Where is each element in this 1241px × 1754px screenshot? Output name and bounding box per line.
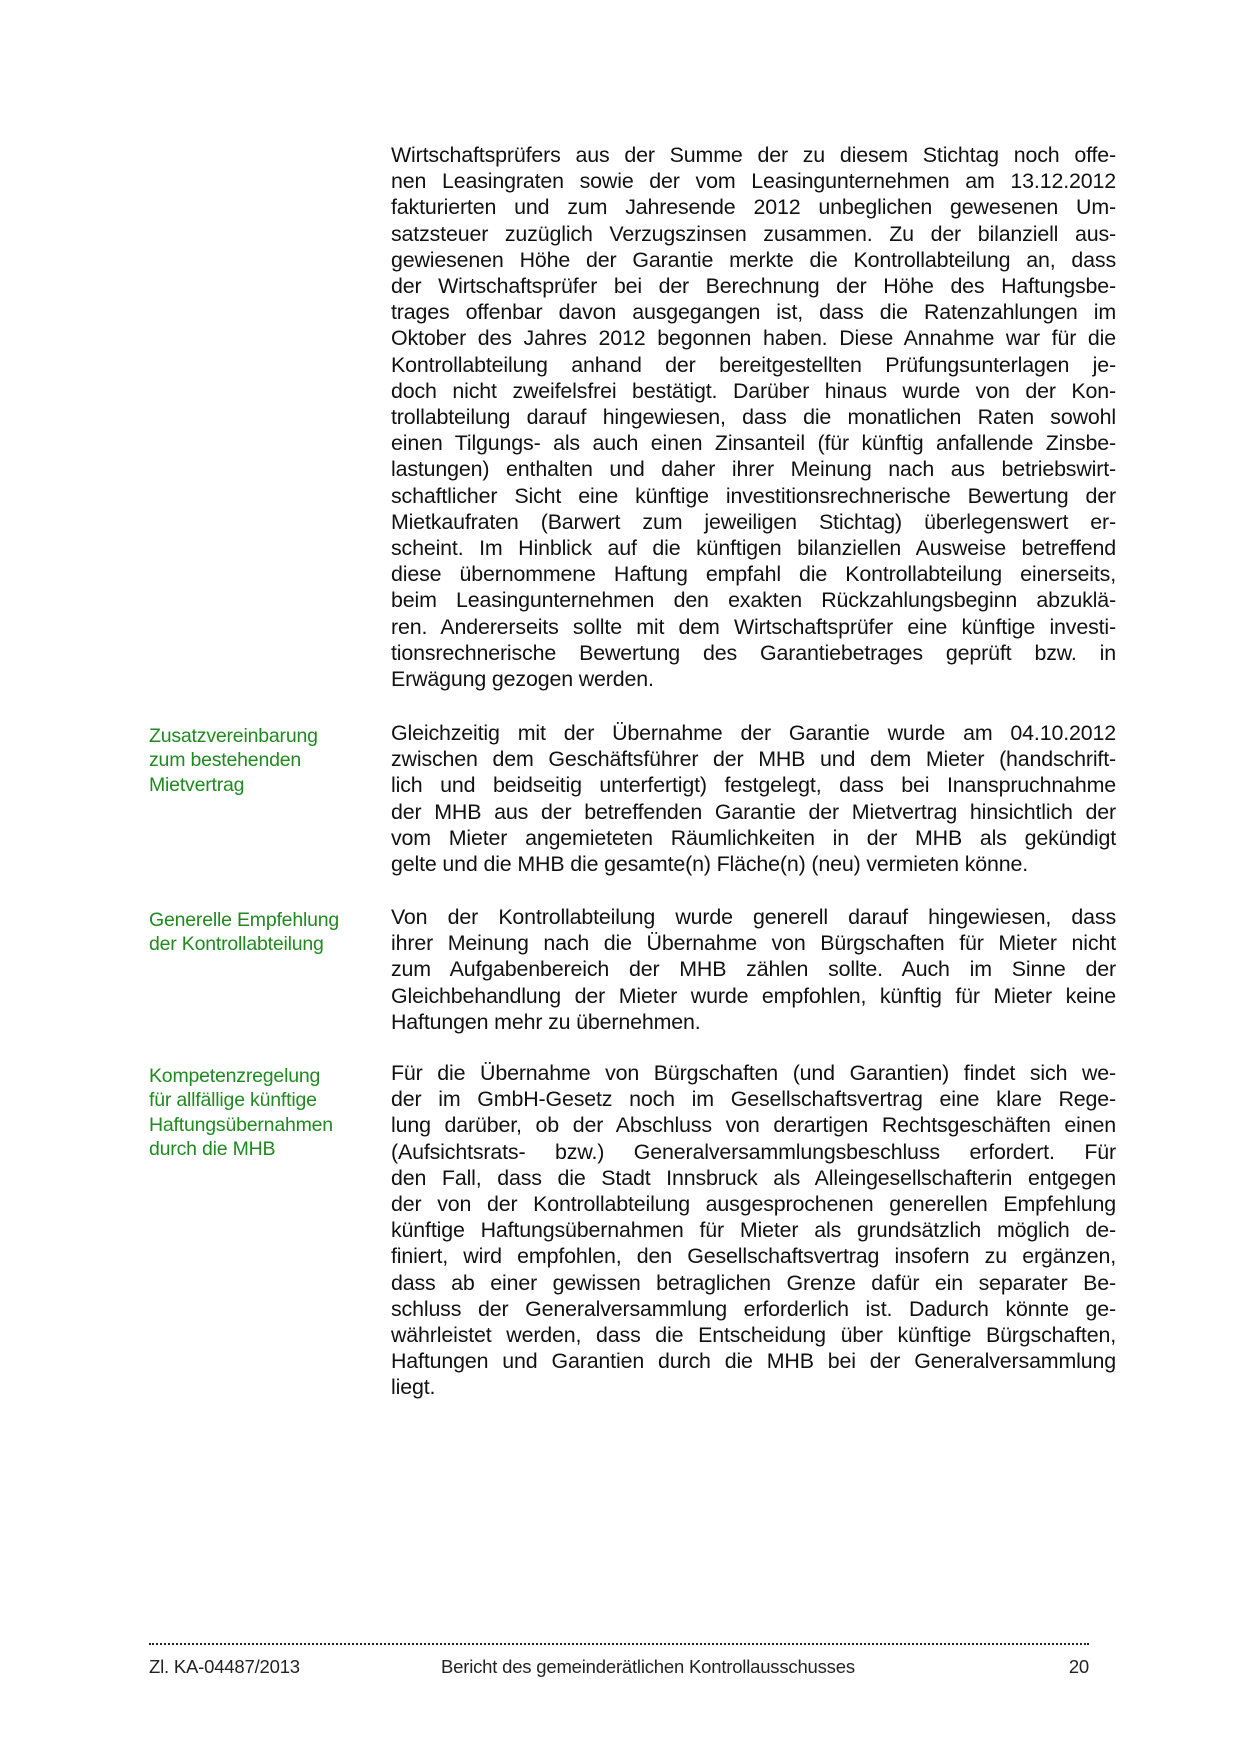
text-line: Von der Kontrollabteilung wurde generell darauf hingewiesen, dass (391, 905, 1116, 929)
text-line: zum Aufgabenbereich der MHB zählen sollte. Auch im Sinne der (391, 957, 1116, 982)
text-line: künftige Haftungsübernahmen für Mieter als grundsätzlich möglich de- (391, 1218, 1116, 1243)
paragraph-kompetenzregelung (391, 1060, 1116, 1401)
text-line: der im GmbH-Gesetz noch im Gesellschaftsvertrag eine klare Rege- (391, 1087, 1116, 1112)
page-number: 20 (1068, 1656, 1089, 1677)
margin-note-line: durch die MHB (149, 1138, 276, 1161)
paragraph-zusatzvereinbarung (391, 720, 1116, 877)
text-line: ren. Andererseits sollte mit dem Wirtschaftsprüfer eine künftige investi- (391, 614, 1116, 639)
text-line: tionsrechnerische Bewertung des Garantiebetrages geprüft bzw. in (391, 640, 1116, 665)
text-line: beim Leasingunternehmen den exakten Rückzahlungsbeginn abzuklä- (391, 588, 1116, 613)
margin-note-line: der Kontrollabteilung (149, 933, 324, 956)
text-line: der MHB aus der betreffenden Garantie der Mietvertrag hinsichtlich der (391, 799, 1116, 824)
text-line: Kontrollabteilung anhand der bereitgestellten Prüfungsunterlagen je- (391, 352, 1116, 377)
footer-divider (149, 1643, 1089, 1645)
text-line: Oktober des Jahres 2012 begonnen haben. Diese Annahme war für die (391, 326, 1116, 351)
margin-note-line: Kompetenzregelung (149, 1065, 321, 1087)
text-line: trollabteilung darauf hingewiesen, dass die monatlichen Raten sowohl (391, 405, 1116, 430)
footer-title: Bericht des gemeinderätlichen Kontrollausschusses (441, 1656, 855, 1677)
text-line: fakturierten und zum Jahresende 2012 unbeglichen gewesenen Um- (391, 195, 1116, 220)
text-line: trages offenbar davon ausgegangen ist, dass die Ratenzahlungen im (391, 300, 1116, 325)
text-line: ihrer Meinung nach die Übernahme von Bürgschaften für Mieter nicht (391, 931, 1116, 956)
text-line: dass ab einer gewissen betraglichen Grenze dafür ein separater Be- (391, 1270, 1116, 1295)
margin-note-zusatzvereinbarung (149, 724, 359, 797)
margin-note-line: für allfällige künftige (149, 1089, 317, 1112)
text-line: der von der Kontrollabteilung ausgesprochenen generellen Empfehlung (391, 1192, 1116, 1217)
text-line: einen Tilgungs- als auch einen Zinsanteil (für künftig anfallende Zinsbe- (391, 431, 1116, 456)
text-line: der Wirtschaftsprüfer bei der Berechnung der Höhe des Haftungsbe- (391, 274, 1116, 299)
text-line: Wirtschaftsprüfers aus der Summe der zu diesem Stichtag noch offe- (391, 143, 1116, 167)
text-line: den Fall, dass die Stadt Innsbruck als Alleingesellschafterin entgegen (391, 1165, 1116, 1190)
margin-note-generelle-empfehlung (149, 908, 359, 957)
text-line: gewiesenen Höhe der Garantie merkte die Kontrollabteilung an, dass (391, 247, 1116, 272)
text-line: schaftlicher Sicht eine künftige investitionsrechnerische Bewertung der (391, 483, 1116, 508)
text-line: Gleichzeitig mit der Übernahme der Garantie wurde am 04.10.2012 (391, 721, 1116, 745)
footer-reference: Zl. KA-04487/2013 (149, 1656, 300, 1677)
text-line: liegt. (391, 1375, 436, 1400)
text-line: gelte und die MHB die gesamte(n) Fläche(n) (neu) vermieten könne. (391, 852, 1029, 877)
text-line: doch nicht zweifelsfrei bestätigt. Darüber hinaus wurde von der Kon- (391, 378, 1116, 403)
margin-note-line: Mietvertrag (149, 773, 245, 796)
text-line: nen Leasingraten sowie der vom Leasingunternehmen am 13.12.2012 (391, 169, 1116, 194)
text-line: zwischen dem Geschäftsführer der MHB und dem Mieter (handschrift- (391, 747, 1116, 772)
text-line: Haftungen mehr zu übernehmen. (391, 1009, 701, 1034)
text-line: (Aufsichtsrats- bzw.) Generalversammlungsbeschluss erfordert. Für (391, 1139, 1116, 1164)
text-line: lastungen) enthalten und daher ihrer Meinung nach aus betriebswirt- (391, 457, 1116, 482)
margin-note-line: Zusatzvereinbarung (149, 725, 318, 747)
text-line: Mietkaufraten (Barwert zum jeweiligen Stichtag) überlegenswert er- (391, 509, 1116, 534)
text-line: Erwägung gezogen werden. (391, 667, 654, 692)
text-line: lich und beidseitig unterfertigt) festgelegt, dass bei Inanspruchnahme (391, 773, 1116, 798)
margin-note-line: Haftungsübernahmen (149, 1113, 333, 1136)
text-line: finiert, wird empfohlen, den Gesellschaftsvertrag insofern zu ergänzen, (391, 1244, 1116, 1269)
paragraph-leasing-guarantee (391, 142, 1116, 692)
text-line: Haftungen und Garantien durch die MHB bei der Generalversammlung (391, 1349, 1116, 1374)
text-line: satzsteuer zuzüglich Verzugszinsen zusammen. Zu der bilanziell aus- (391, 221, 1116, 246)
text-line: scheint. Im Hinblick auf die künftigen bilanziellen Ausweise betreffend (391, 536, 1116, 561)
text-line: schluss der Generalversammlung erforderlich ist. Dadurch könnte ge- (391, 1296, 1116, 1321)
paragraph-generelle-empfehlung (391, 904, 1116, 1035)
text-line: diese übernommene Haftung empfahl die Kontrollabteilung einerseits, (391, 562, 1116, 587)
text-line: Für die Übernahme von Bürgschaften (und Garantien) findet sich we- (391, 1061, 1116, 1085)
text-line: lung darüber, ob der Abschluss von derartigen Rechtsgeschäften einen (391, 1113, 1116, 1138)
margin-note-line: Generelle Empfehlung (149, 909, 340, 931)
text-line: währleistet werden, dass die Entscheidung über künftige Bürgschaften, (391, 1323, 1116, 1348)
text-line: vom Mieter angemieteten Räumlichkeiten in der MHB als gekündigt (391, 825, 1116, 850)
margin-note-kompetenzregelung (149, 1064, 359, 1162)
margin-note-line: zum bestehenden (149, 749, 302, 772)
text-line: Gleichbehandlung der Mieter wurde empfohlen, künftig für Mieter keine (391, 983, 1116, 1008)
